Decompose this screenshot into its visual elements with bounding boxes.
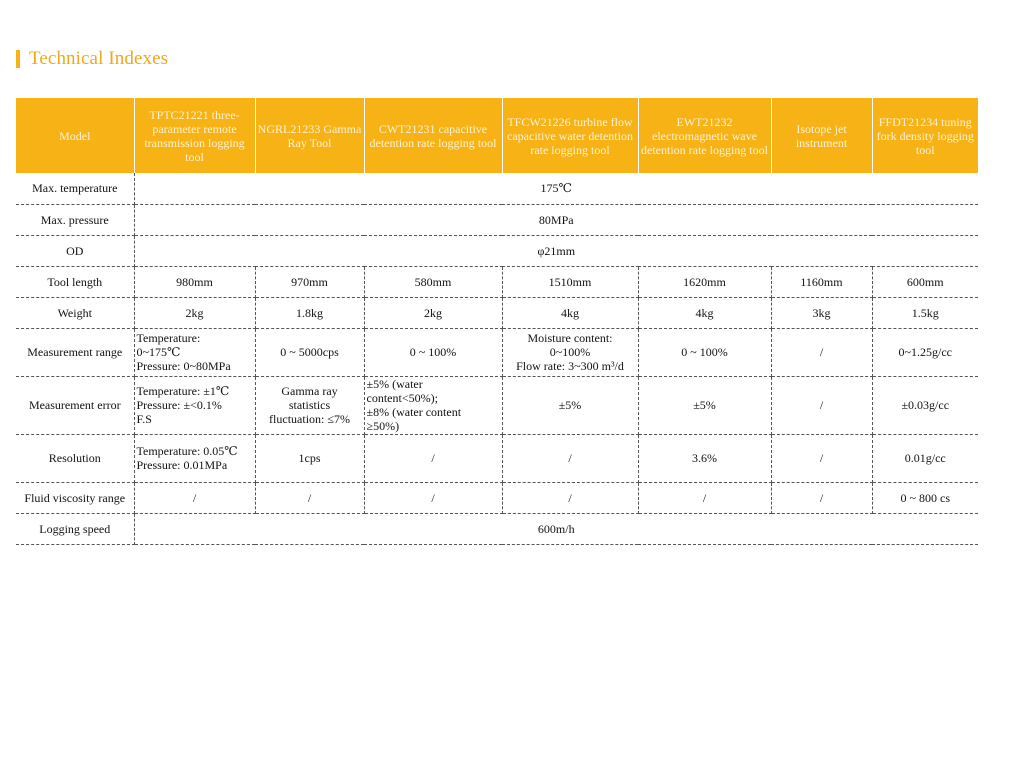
- row-label: OD: [16, 235, 134, 266]
- header-tfcw21226: TFCW21226 turbine flow capacitive water detention rate logging tool: [502, 98, 638, 173]
- header-isotope-jet: Isotope jet instrument: [771, 98, 872, 173]
- cell-value: /: [771, 328, 872, 376]
- header-row: [16, 98, 978, 173]
- cell-line: Pressure: 0.01MPa: [136, 458, 228, 472]
- cell-value: /: [502, 434, 638, 482]
- cell-value: 4kg: [638, 297, 771, 328]
- cell-line: ±8% (water content: [366, 405, 462, 419]
- cell-value: ±5%: [638, 376, 771, 434]
- cell-value: 1cps: [255, 434, 364, 482]
- row-label: Max. temperature: [16, 173, 134, 204]
- technical-indexes-table: [16, 98, 978, 545]
- cell-value: 970mm: [255, 266, 364, 297]
- cell-value: 600mm: [872, 266, 978, 297]
- cell-value: 0~1.25g/cc: [872, 328, 978, 376]
- table-row-od: [16, 235, 978, 266]
- cell-value: 2kg: [134, 297, 255, 328]
- cell-value: [502, 328, 638, 376]
- cell-value: /: [771, 376, 872, 434]
- cell-line: Gamma ray: [281, 384, 338, 398]
- cell-value: 3kg: [771, 297, 872, 328]
- cell-line: F.S: [136, 412, 152, 426]
- row-label: Max. pressure: [16, 204, 134, 235]
- table-row-measurement-range: [16, 328, 978, 376]
- cell-line: 0~175℃: [136, 345, 181, 359]
- cell-value: /: [638, 482, 771, 513]
- cell-line: statistics: [288, 398, 331, 412]
- cell-value: 1510mm: [502, 266, 638, 297]
- row-label: Measurement range: [16, 328, 134, 376]
- cell-value: 600m/h: [134, 513, 978, 544]
- header-ngrl21233: NGRL21233 Gamma Ray Tool: [255, 98, 364, 173]
- cell-line: fluctuation: ≤7%: [269, 412, 350, 426]
- cell-value: /: [364, 434, 502, 482]
- cell-value: 0 ~ 100%: [638, 328, 771, 376]
- cell-value: [364, 376, 502, 434]
- table-row-weight: [16, 297, 978, 328]
- row-label: Fluid viscosity range: [16, 482, 134, 513]
- cell-line: ±5% (water: [366, 377, 423, 391]
- cell-line: content<50%);: [366, 391, 438, 405]
- cell-value: [134, 328, 255, 376]
- cell-value: 4kg: [502, 297, 638, 328]
- cell-value: /: [134, 482, 255, 513]
- row-label: Measurement error: [16, 376, 134, 434]
- cell-value: φ21mm: [134, 235, 978, 266]
- cell-value: 80MPa: [134, 204, 978, 235]
- row-label: Logging speed: [16, 513, 134, 544]
- cell-value: [255, 376, 364, 434]
- cell-value: /: [502, 482, 638, 513]
- cell-value: 580mm: [364, 266, 502, 297]
- cell-value: [134, 376, 255, 434]
- header-model: Model: [16, 98, 134, 173]
- cell-line: Temperature: 0.05℃: [136, 444, 238, 458]
- row-label: Tool length: [16, 266, 134, 297]
- cell-value: /: [255, 482, 364, 513]
- cell-value: ±5%: [502, 376, 638, 434]
- table-row-max-temperature: [16, 173, 978, 204]
- header-ffdt21234: FFDT21234 tuning fork density logging tool: [872, 98, 978, 173]
- cell-value: 0 ~ 800 cs: [872, 482, 978, 513]
- cell-line: Moisture content:: [527, 331, 613, 345]
- cell-value: 980mm: [134, 266, 255, 297]
- table-row-fluid-viscosity-range: [16, 482, 978, 513]
- page-title: Technical Indexes: [29, 48, 169, 69]
- cell-value: /: [771, 482, 872, 513]
- cell-value: 0 ~ 5000cps: [255, 328, 364, 376]
- cell-value: 0 ~ 100%: [364, 328, 502, 376]
- table-row-tool-length: [16, 266, 978, 297]
- cell-value: 1.5kg: [872, 297, 978, 328]
- row-label: Weight: [16, 297, 134, 328]
- cell-line: ≥50%): [366, 419, 400, 433]
- cell-value: [134, 434, 255, 482]
- cell-line: Pressure: 0~80MPa: [136, 359, 231, 373]
- cell-value: /: [364, 482, 502, 513]
- cell-value: 2kg: [364, 297, 502, 328]
- cell-value: 0.01g/cc: [872, 434, 978, 482]
- cell-value: 1160mm: [771, 266, 872, 297]
- header-cwt21231: CWT21231 capacitive detention rate logging tool: [364, 98, 502, 173]
- cell-value: 175℃: [134, 173, 978, 204]
- table-row-measurement-error: [16, 376, 978, 434]
- table-row-resolution: [16, 434, 978, 482]
- cell-value: 1620mm: [638, 266, 771, 297]
- row-label: Resolution: [16, 434, 134, 482]
- header-ewt21232: EWT21232 electromagnetic wave detention rate logging tool: [638, 98, 771, 173]
- cell-line: Temperature:: [136, 331, 201, 345]
- cell-value: 1.8kg: [255, 297, 364, 328]
- cell-line: Pressure: ±<0.1%: [136, 398, 222, 412]
- header-tptc21221: TPTC21221 three-parameter remote transmission logging tool: [134, 98, 255, 173]
- cell-line: Flow rate: 3~300 m³/d: [516, 359, 624, 373]
- cell-value: /: [771, 434, 872, 482]
- section-heading: [16, 48, 168, 70]
- cell-value: ±0.03g/cc: [872, 376, 978, 434]
- heading-accent-bar: [16, 50, 20, 68]
- table-row-logging-speed: [16, 513, 978, 544]
- cell-line: 0~100%: [549, 345, 591, 359]
- cell-value: 3.6%: [638, 434, 771, 482]
- cell-line: Temperature: ±1℃: [136, 384, 230, 398]
- table-row-max-pressure: [16, 204, 978, 235]
